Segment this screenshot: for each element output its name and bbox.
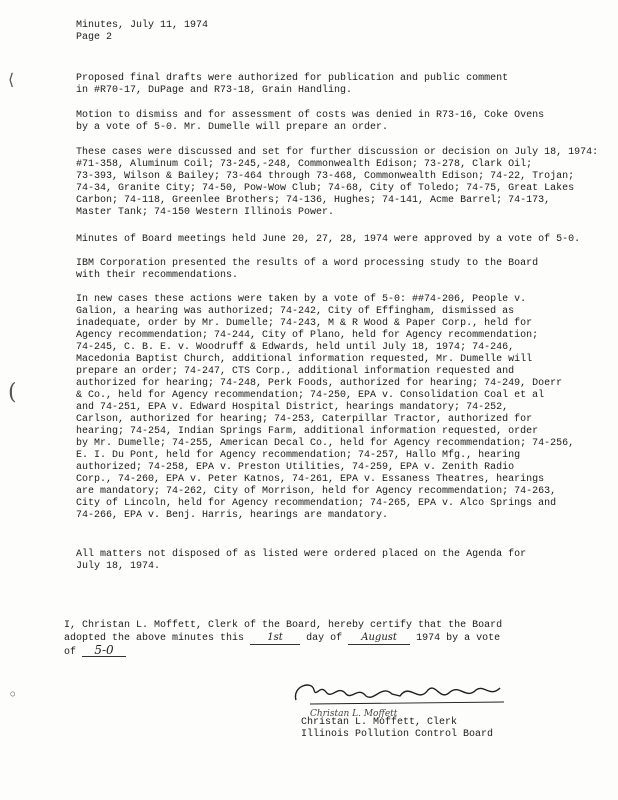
text-line: Master Tank; 74-150 Western Illinois Power. <box>76 207 335 218</box>
paragraph-6 <box>76 294 574 522</box>
text-run: of <box>64 647 77 658</box>
text-line: with their recommendations. <box>76 270 239 281</box>
signer-org: Illinois Pollution Control Board <box>301 729 494 740</box>
text-run: adopted the above minutes this <box>64 633 245 644</box>
signer-block <box>301 717 493 741</box>
text-line: #71-358, Aluminum Coil; 73-245,-248, Commonwealth Edison; 73-278, Clark Oil; <box>76 159 533 170</box>
text-line: 74-266, EPA v. Benj. Harris, hearings are mandatory. <box>76 510 389 521</box>
text-line: 73-393, Wilson & Bailey; 73-464 through 73-468, Commonwealth Edison; 74-22, Trojan; <box>76 171 575 182</box>
text-line: Carbon; 74-118, Greenlee Brothers; 74-136, Hughes; 74-141, Acme Barrel; 74-173, <box>76 195 551 206</box>
text-line: In new cases these actions were taken by a vote of 5-0: ##74-206, People v. <box>76 294 527 305</box>
text-line: authorized; 74-258, EPA v. Preston Utilities, 74-259, EPA v. Zenith Radio <box>76 462 515 473</box>
text-line: July 18, 1974. <box>76 561 161 572</box>
margin-mark: ⟨ <box>8 70 15 89</box>
page-header <box>76 20 208 44</box>
text-line: in #R70-17, DuPage and R73-18, Grain Handling. <box>76 85 353 96</box>
paragraph-3 <box>76 147 598 219</box>
certification-block <box>64 620 502 656</box>
text-line: and 74-251, EPA v. Edward Hospital District, hearings mandatory; 74-252, <box>76 402 509 413</box>
signature-text: Christan L. Moffett <box>310 709 398 719</box>
text-line: by a vote of 5-0. Mr. Dumelle will prepare an order. <box>76 122 389 133</box>
text-line: City of Lincoln, held for Agency recommendation; 74-265, EPA v. Alco Springs and <box>76 498 557 509</box>
text-line: authorized for hearing; 74-248, Perk Foods, authorized for hearing; 74-249, Doerr <box>76 378 563 389</box>
text-run: day of <box>306 633 343 644</box>
text-run: 1974 by a vote <box>416 633 501 644</box>
text-line: IBM Corporation presented the results of a word processing study to the Board <box>76 258 539 269</box>
text-line: 74-245, C. B. E. v. Woodruff & Edwards, held until July 18, 1974; 74-246, <box>76 342 515 353</box>
handwritten-day: 1st <box>250 632 300 645</box>
text-line: & Co., held for Agency recommendation; 74-250, EPA v. Consolidation Coal et al <box>76 390 545 401</box>
text-line: Corp., 74-260, EPA v. Peter Katnos, 74-261, EPA v. Essaness Theatres, hearings <box>76 474 545 485</box>
handwritten-month: August <box>348 632 410 645</box>
text-line: All matters not disposed of as listed were ordered placed on the Agenda for <box>76 549 527 560</box>
signature <box>290 678 520 719</box>
text-line: Proposed final drafts were authorized for publication and public comment <box>76 73 509 84</box>
margin-mark: ◦ <box>8 685 18 704</box>
paragraph-5 <box>76 258 538 282</box>
text-line: Carlson, authorized for hearing; 74-253, Caterpillar Tractor, authorized for <box>76 414 533 425</box>
handwritten-vote: 5-0 <box>82 644 126 657</box>
certification-line-2 <box>64 632 502 644</box>
text-line: Macedonia Baptist Church, additional information requested, Mr. Dumelle will <box>76 354 533 365</box>
text-line: hearing; 74-254, Indian Springs Farm, additional information requested, order <box>76 426 539 437</box>
header-page-number: Page 2 <box>76 32 113 43</box>
signer-name: Christan L. Moffett, Clerk <box>301 717 458 728</box>
header-title: Minutes, July 11, 1974 <box>76 20 209 31</box>
text-line: Motion to dismiss and for assessment of costs was denied in R73-16, Coke Ovens <box>76 110 545 121</box>
text-line: are mandatory; 74-262, City of Morrison, held for Agency recommendation; 74-263, <box>76 486 557 497</box>
text-line: inadequate, order by Mr. Dumelle; 74-243, M & R Wood & Paper Corp., held for <box>76 318 533 329</box>
margin-mark: ( <box>8 380 17 405</box>
text-line: Agency recommendation; 74-244, City of Plano, held for Agency recommendation; <box>76 330 539 341</box>
paragraph-7 <box>76 549 526 573</box>
text-line: 74-34, Granite City; 74-50, Pow-Wow Club; 74-68, City of Toledo; 74-75, Great Lakes <box>76 183 575 194</box>
text-line: by Mr. Dumelle; 74-255, American Decal Co., held for Agency recommendation; 74-256, <box>76 438 575 449</box>
paragraph-2 <box>76 110 544 134</box>
paragraph-4 <box>76 234 580 246</box>
text-line: prepare an order; 74-247, CTS Corp., additional information requested and <box>76 366 515 377</box>
text-line: E. I. Du Pont, held for Agency recommendation; 74-257, Hallo Mfg., hearing <box>76 450 521 461</box>
text-line: Minutes of Board meetings held June 20, 27, 28, 1974 were approved by a vote of 5-0. <box>76 234 581 245</box>
certification-line-3 <box>64 644 502 656</box>
certification-line-1: I, Christan L. Moffett, Clerk of the Board, hereby certify that the Board <box>64 620 503 631</box>
paragraph-1 <box>76 73 508 97</box>
text-line: These cases were discussed and set for further discussion or decision on July 18, 1974: <box>76 147 599 158</box>
text-line: Galion, a hearing was authorized; 74-242, City of Effingham, dismissed as <box>76 306 515 317</box>
signature-stroke-icon <box>290 678 520 708</box>
